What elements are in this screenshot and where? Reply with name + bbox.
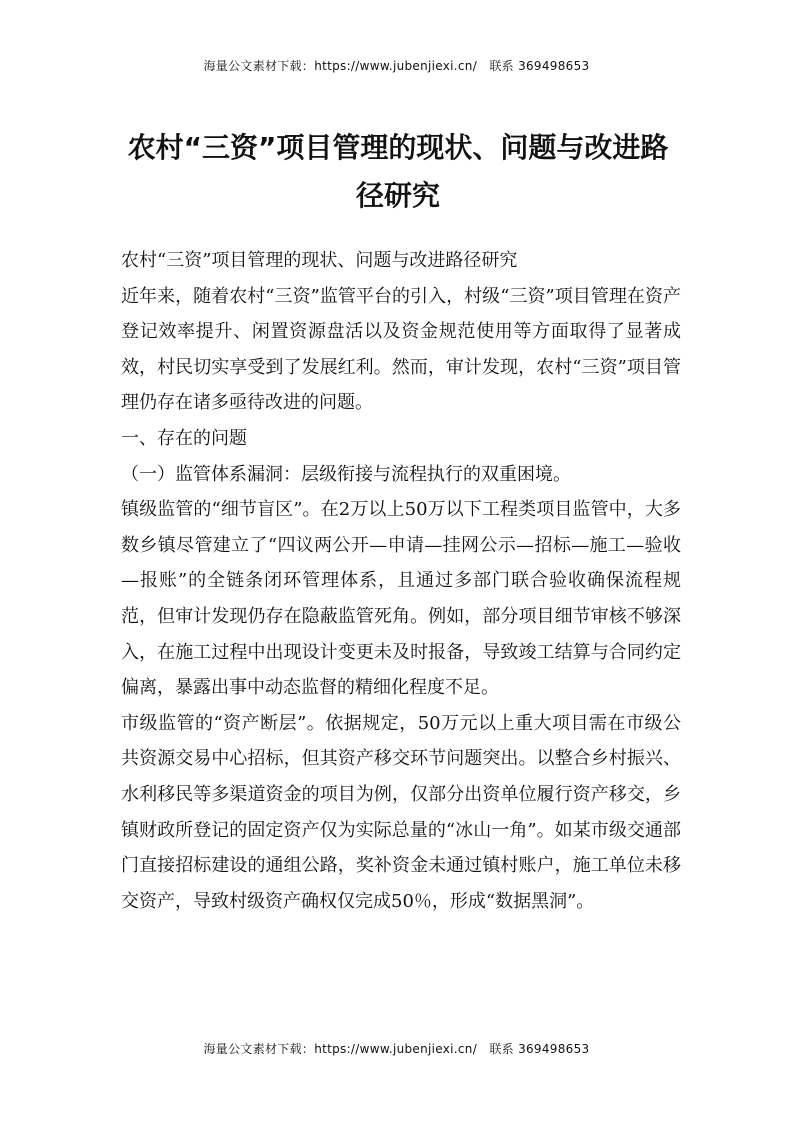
subsection-heading: （一）监管体系漏洞：层级衔接与流程执行的双重困境。 xyxy=(121,463,571,485)
paragraph-city-supervision: 市级监管的“资产断层”。依据规定，50万元以上重大项目需在市级公共资源交易中心招标，但其资产移交环节问题突出。以整合乡村振兴、水利移民等多渠道资金的项目为例，仅部分出资单位履行资产移交，乡镇财政所登记的固定资产仅为实际总量的“冰山一角”。如某市级交通部门直接招标建设的通组公路，奖补资金未通过镇村账户，施工单位未移交资产，导致村级资产确权仅完成50％，形成“数据黑洞”。 xyxy=(121,712,681,912)
document-title: 农村“三资”项目管理的现状、问题与改进路径研究 xyxy=(127,131,669,212)
paragraph-town-supervision: 镇级监管的“细节盲区”。在2万以上50万以下工程类项目监管中，大多数乡镇尽管建立了“四议两公开—申请—挂网公示—招标—施工—验收—报账”的全链条闭环管理体系，且通过多部门联合验收确保流程规范，但审计发现仍存在隐蔽监管死角。例如，部分项目细节审核不够深入，在施工过程中出现设计变更未及时报备，导致竣工结算与合同约定偏离，暴露出事中动态监督的精细化程度不足。 xyxy=(121,499,681,699)
page-header: 海量公文素材下载：https://www.jubenjiexi.cn/ 联系 369498653 xyxy=(203,59,590,73)
page-footer: 海量公文素材下载：https://www.jubenjiexi.cn/ 联系 369498653 xyxy=(203,1042,590,1056)
paragraph-intro: 近年来，随着农村“三资”监管平台的引入，村级“三资”项目管理在资产登记效率提升、闲置资源盘活以及资金规范使用等方面取得了显著成效，村民切实享受到了发展红利。然而，审计发现，农村“三资”项目管理仍存在诸多亟待改进的问题。 xyxy=(121,285,681,414)
section-heading: 一、存在的问题 xyxy=(121,427,247,449)
paragraph-subtitle: 农村“三资”项目管理的现状、问题与改进路径研究 xyxy=(121,250,518,271)
document-body xyxy=(121,243,681,919)
